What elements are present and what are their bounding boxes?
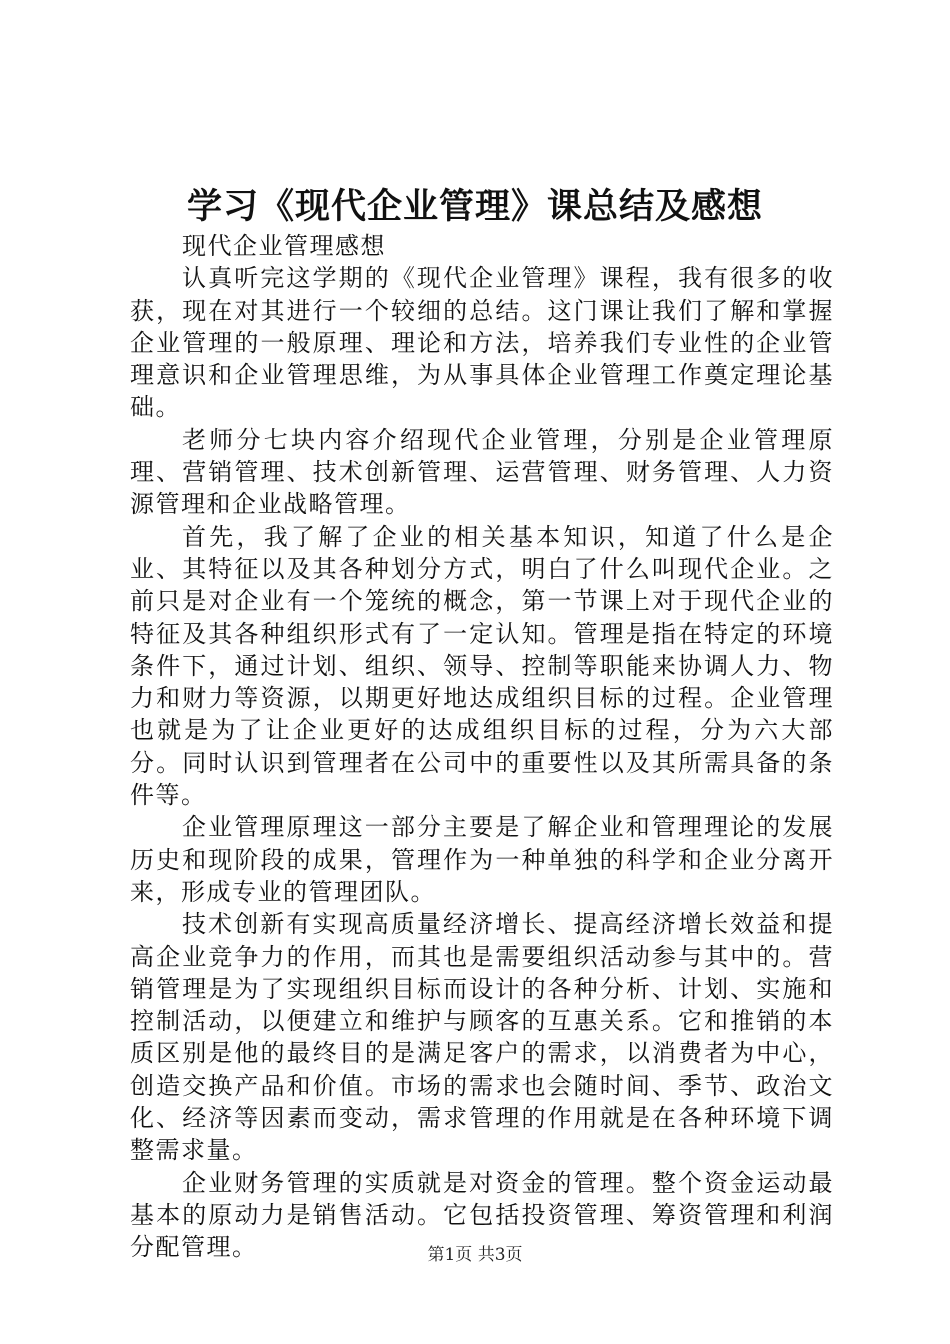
document-title: 学习《现代企业管理》课总结及感想 xyxy=(186,186,763,227)
paragraph: 老师分七块内容介绍现代企业管理，分别是企业管理原理、营销管理、技术创新管理、运营管理、财务管理、人力资源管理和企业战略管理。 xyxy=(130,425,834,519)
paragraph-subtitle: 现代企业管理感想 xyxy=(182,232,386,260)
paragraph: 企业管理原理这一部分主要是了解企业和管理理论的发展历史和现阶段的成果，管理作为一种单独的科学和企业分离开来，形成专业的管理团队。 xyxy=(130,813,834,906)
paragraph: 认真听完这学期的《现代企业管理》课程，我有很多的收获，现在对其进行一个较细的总结。这门课让我们了解和掌握企业管理的一般原理、理论和方法，培养我们专业性的企业管理意识和企业管理思维，为从事具体企业管理工作奠定理论基础。 xyxy=(130,264,834,422)
paragraph: 首先，我了解了企业的相关基本知识，知道了什么是企业、其特征以及其各种划分方式，明白了什么叫现代企业。之前只是对企业有一个笼统的概念，第一节课上对于现代企业的特征及其各种组织形式有了一定认知。管理是指在特定的环境条件下，通过计划、组织、领导、控制等职能来协调人力、物力和财力等资源，以期更好地达成组织目标的过程。企业管理也就是为了让企业更好的达成组织目标的过程，分为六大部分。同时认识到管理者在公司中的重要性以及其所需具备的条件等。 xyxy=(130,522,834,810)
document-body xyxy=(130,230,834,1264)
page-number-footer: 第1页 共3页 xyxy=(427,1245,523,1265)
paragraph: 技术创新有实现高质量经济增长、提高经济增长效益和提高企业竞争力的作用，而其也是需要组织活动参与其中的。营销管理是为了实现组织目标而设计的各种分析、计划、实施和控制活动，以便建立和维护与顾客的互惠关系。它和推销的本质区别是他的最终目的是满足客户的需求，以消费者为中心，创造交换产品和价值。市场的需求也会随时间、季节、政治文化、经济等因素而变动，需求管理的作用就是在各种环境下调整需求量。 xyxy=(130,910,834,1165)
paragraph: 企业财务管理的实质就是对资金的管理。整个资金运动最基本的原动力是销售活动。它包括投资管理、筹资管理和利润分配管理。 xyxy=(130,1168,834,1262)
